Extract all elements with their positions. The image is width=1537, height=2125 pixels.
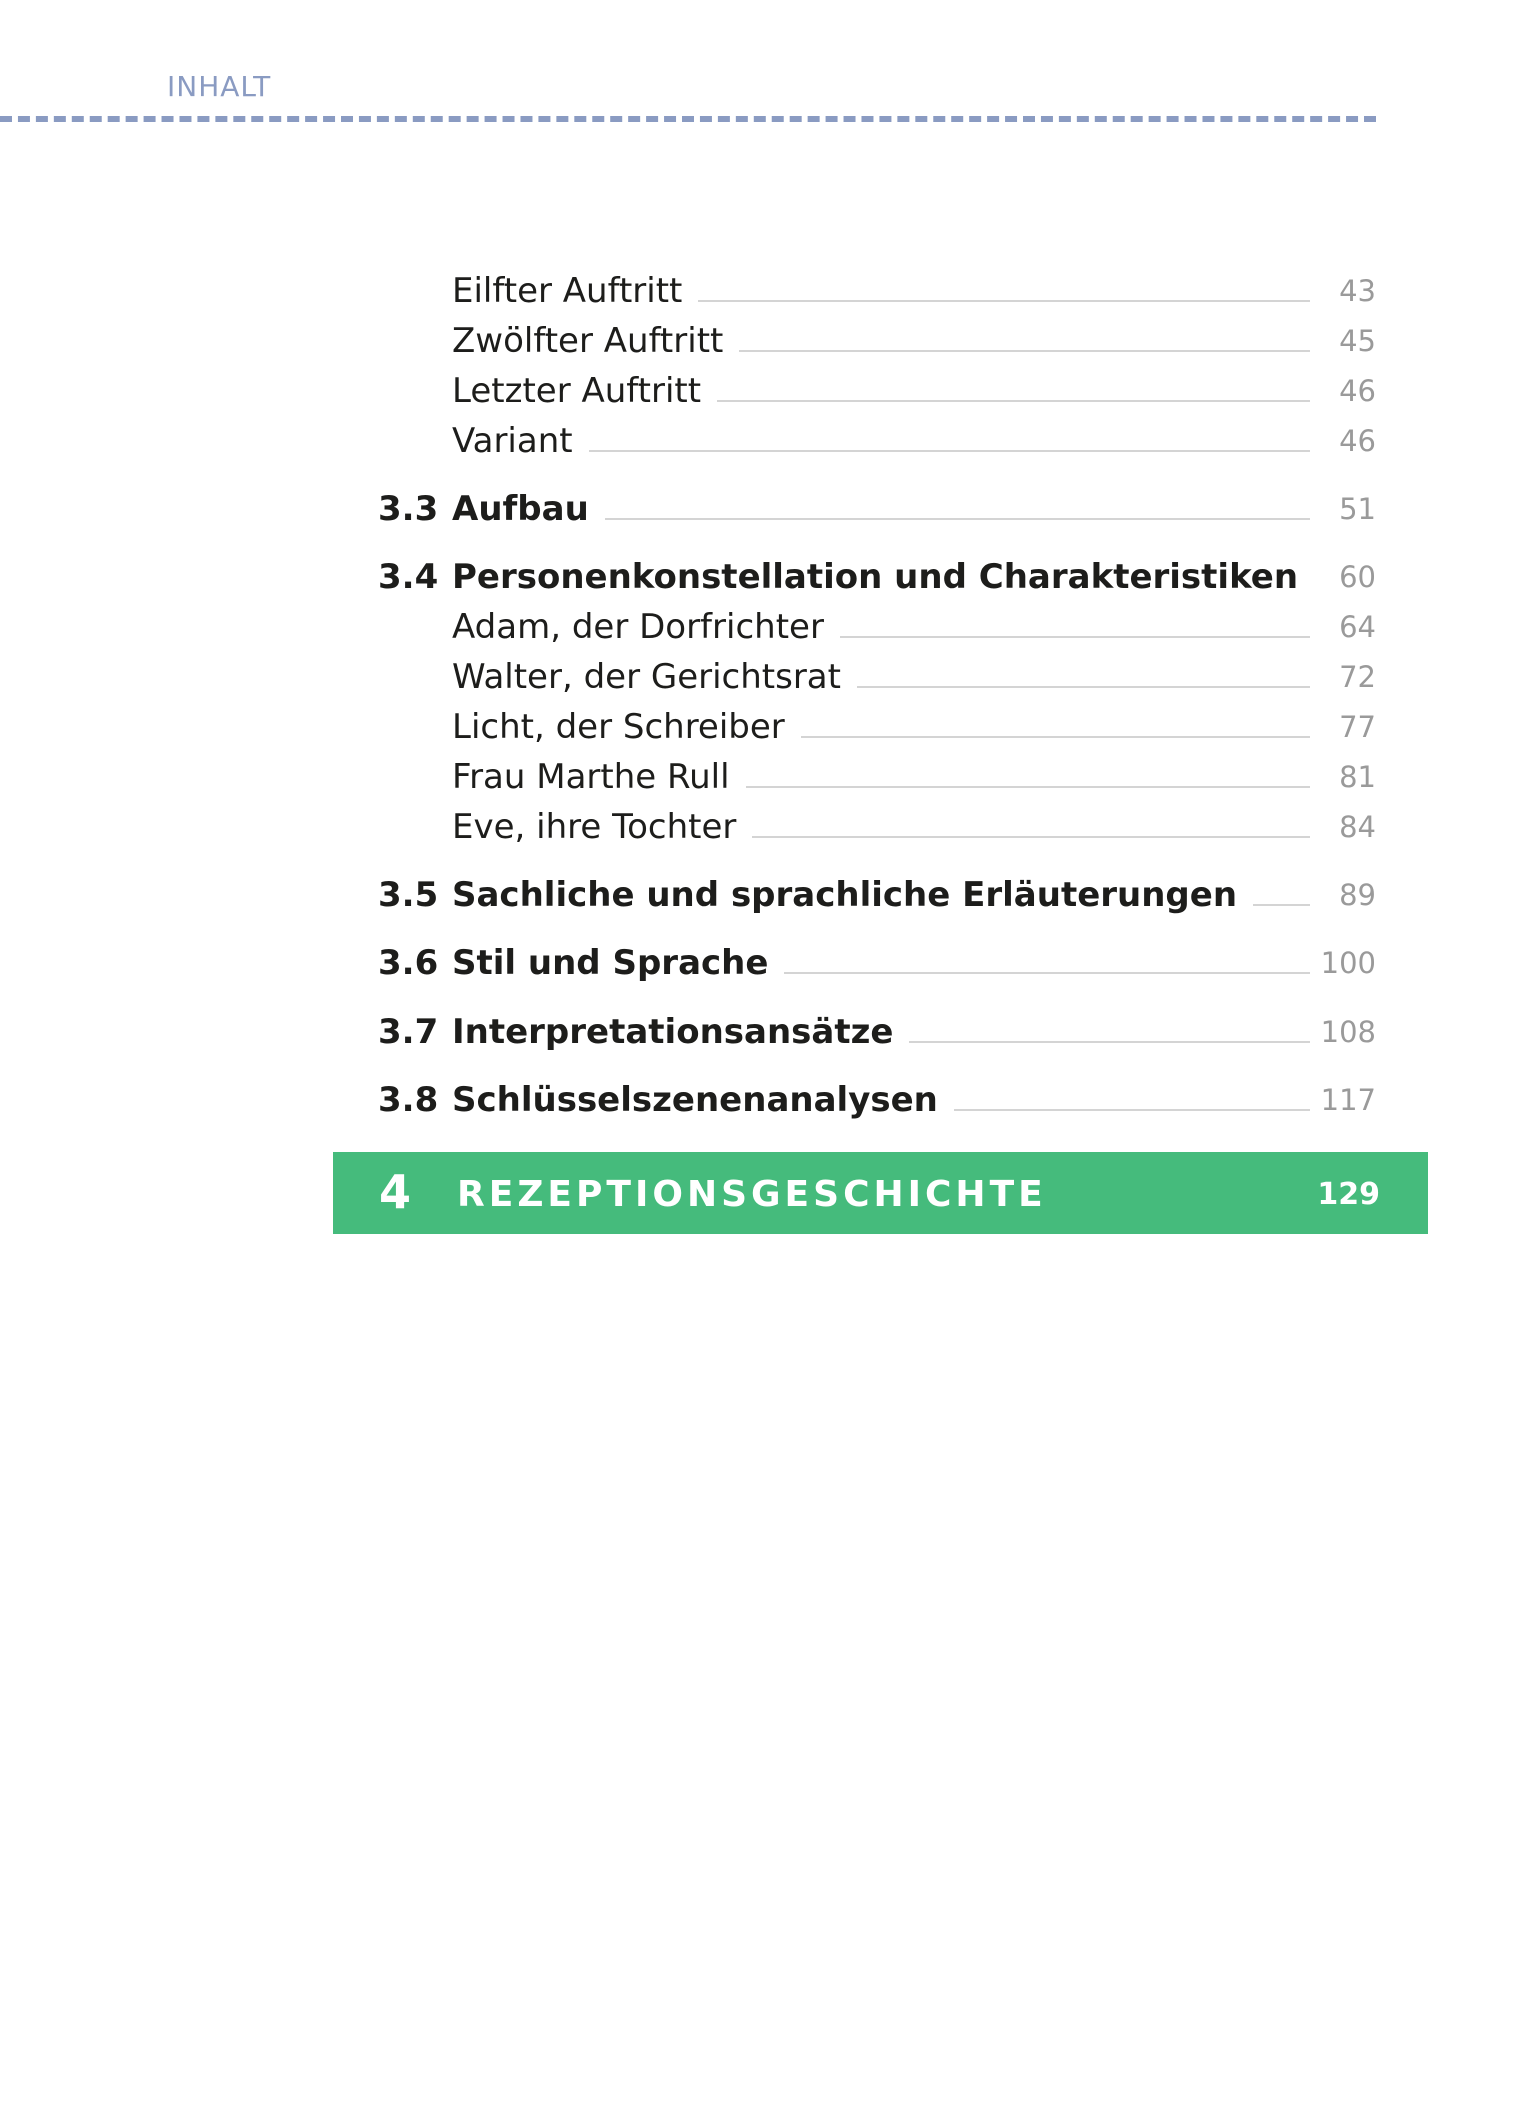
toc-entry-page: 84: [1339, 810, 1376, 844]
section-page: 51: [1339, 492, 1376, 526]
section-number: 3.5: [378, 875, 439, 915]
toc-entry[interactable]: [0, 416, 1537, 466]
toc-entry[interactable]: [0, 602, 1537, 652]
toc-section-3-6[interactable]: [0, 938, 1537, 988]
section-number: 3.4: [378, 557, 439, 597]
toc-entry[interactable]: [0, 702, 1537, 752]
toc-entry-page: 81: [1339, 760, 1376, 794]
toc-entry-label: Letzter Auftritt: [452, 366, 717, 416]
toc-entry-label: Eve, ihre Tochter: [452, 802, 752, 852]
section-label: Personenkonstellation und Charakteristiken: [452, 552, 1314, 602]
toc-section-3-3[interactable]: [0, 484, 1537, 534]
header-dashed-rule: [0, 116, 1376, 122]
section-number: 3.7: [378, 1012, 439, 1052]
toc-section-3-7[interactable]: [0, 1007, 1537, 1057]
toc-entry-label: Variant: [452, 416, 589, 466]
toc-section-3-4[interactable]: [0, 552, 1537, 602]
toc-section-3-5[interactable]: [0, 870, 1537, 920]
toc-entry[interactable]: [0, 752, 1537, 802]
section-number: 3.8: [378, 1080, 439, 1120]
toc-entry-page: 72: [1339, 660, 1376, 694]
toc-entry[interactable]: [0, 802, 1537, 852]
section-page: 100: [1320, 946, 1376, 980]
toc-entry-label: Walter, der Gerichtsrat: [452, 652, 857, 702]
section-page: 117: [1320, 1083, 1376, 1117]
section-label: Schlüsselszenenanalysen: [452, 1075, 954, 1125]
toc-entry-label: Adam, der Dorfrichter: [452, 602, 840, 652]
section-label: Sachliche und sprachliche Erläuterungen: [452, 870, 1253, 920]
chapter-page: 129: [1317, 1177, 1380, 1212]
section-label: Stil und Sprache: [452, 938, 784, 988]
chapter-number: 4: [379, 1165, 412, 1219]
section-page: 89: [1339, 878, 1376, 912]
toc-entry-label: Zwölfter Auftritt: [452, 316, 739, 366]
toc-entry[interactable]: [0, 266, 1537, 316]
toc-entry[interactable]: [0, 366, 1537, 416]
toc-entry-label: Licht, der Schreiber: [452, 702, 801, 752]
toc-entry-page: 64: [1339, 610, 1376, 644]
page-header-title: INHALT: [167, 70, 272, 103]
toc-entry-label: Eilfter Auftritt: [452, 266, 698, 316]
toc-entry-page: 77: [1339, 710, 1376, 744]
toc-entry-page: 45: [1339, 324, 1376, 358]
toc-entry-page: 46: [1339, 374, 1376, 408]
toc-entry-page: 46: [1339, 424, 1376, 458]
toc-entry-label: Frau Marthe Rull: [452, 752, 746, 802]
section-number: 3.3: [378, 489, 439, 529]
section-page: 108: [1320, 1015, 1376, 1049]
section-page: 60: [1339, 560, 1376, 594]
toc-section-3-8[interactable]: [0, 1075, 1537, 1125]
toc-entry-page: 43: [1339, 274, 1376, 308]
section-label: Aufbau: [452, 484, 605, 534]
toc-chapter-4[interactable]: [333, 1152, 1428, 1234]
chapter-title: REZEPTIONSGESCHICHTE: [457, 1174, 1047, 1215]
section-label: Interpretationsansätze: [452, 1007, 909, 1057]
toc-entry[interactable]: [0, 652, 1537, 702]
section-number: 3.6: [378, 943, 439, 983]
toc-entry[interactable]: [0, 316, 1537, 366]
